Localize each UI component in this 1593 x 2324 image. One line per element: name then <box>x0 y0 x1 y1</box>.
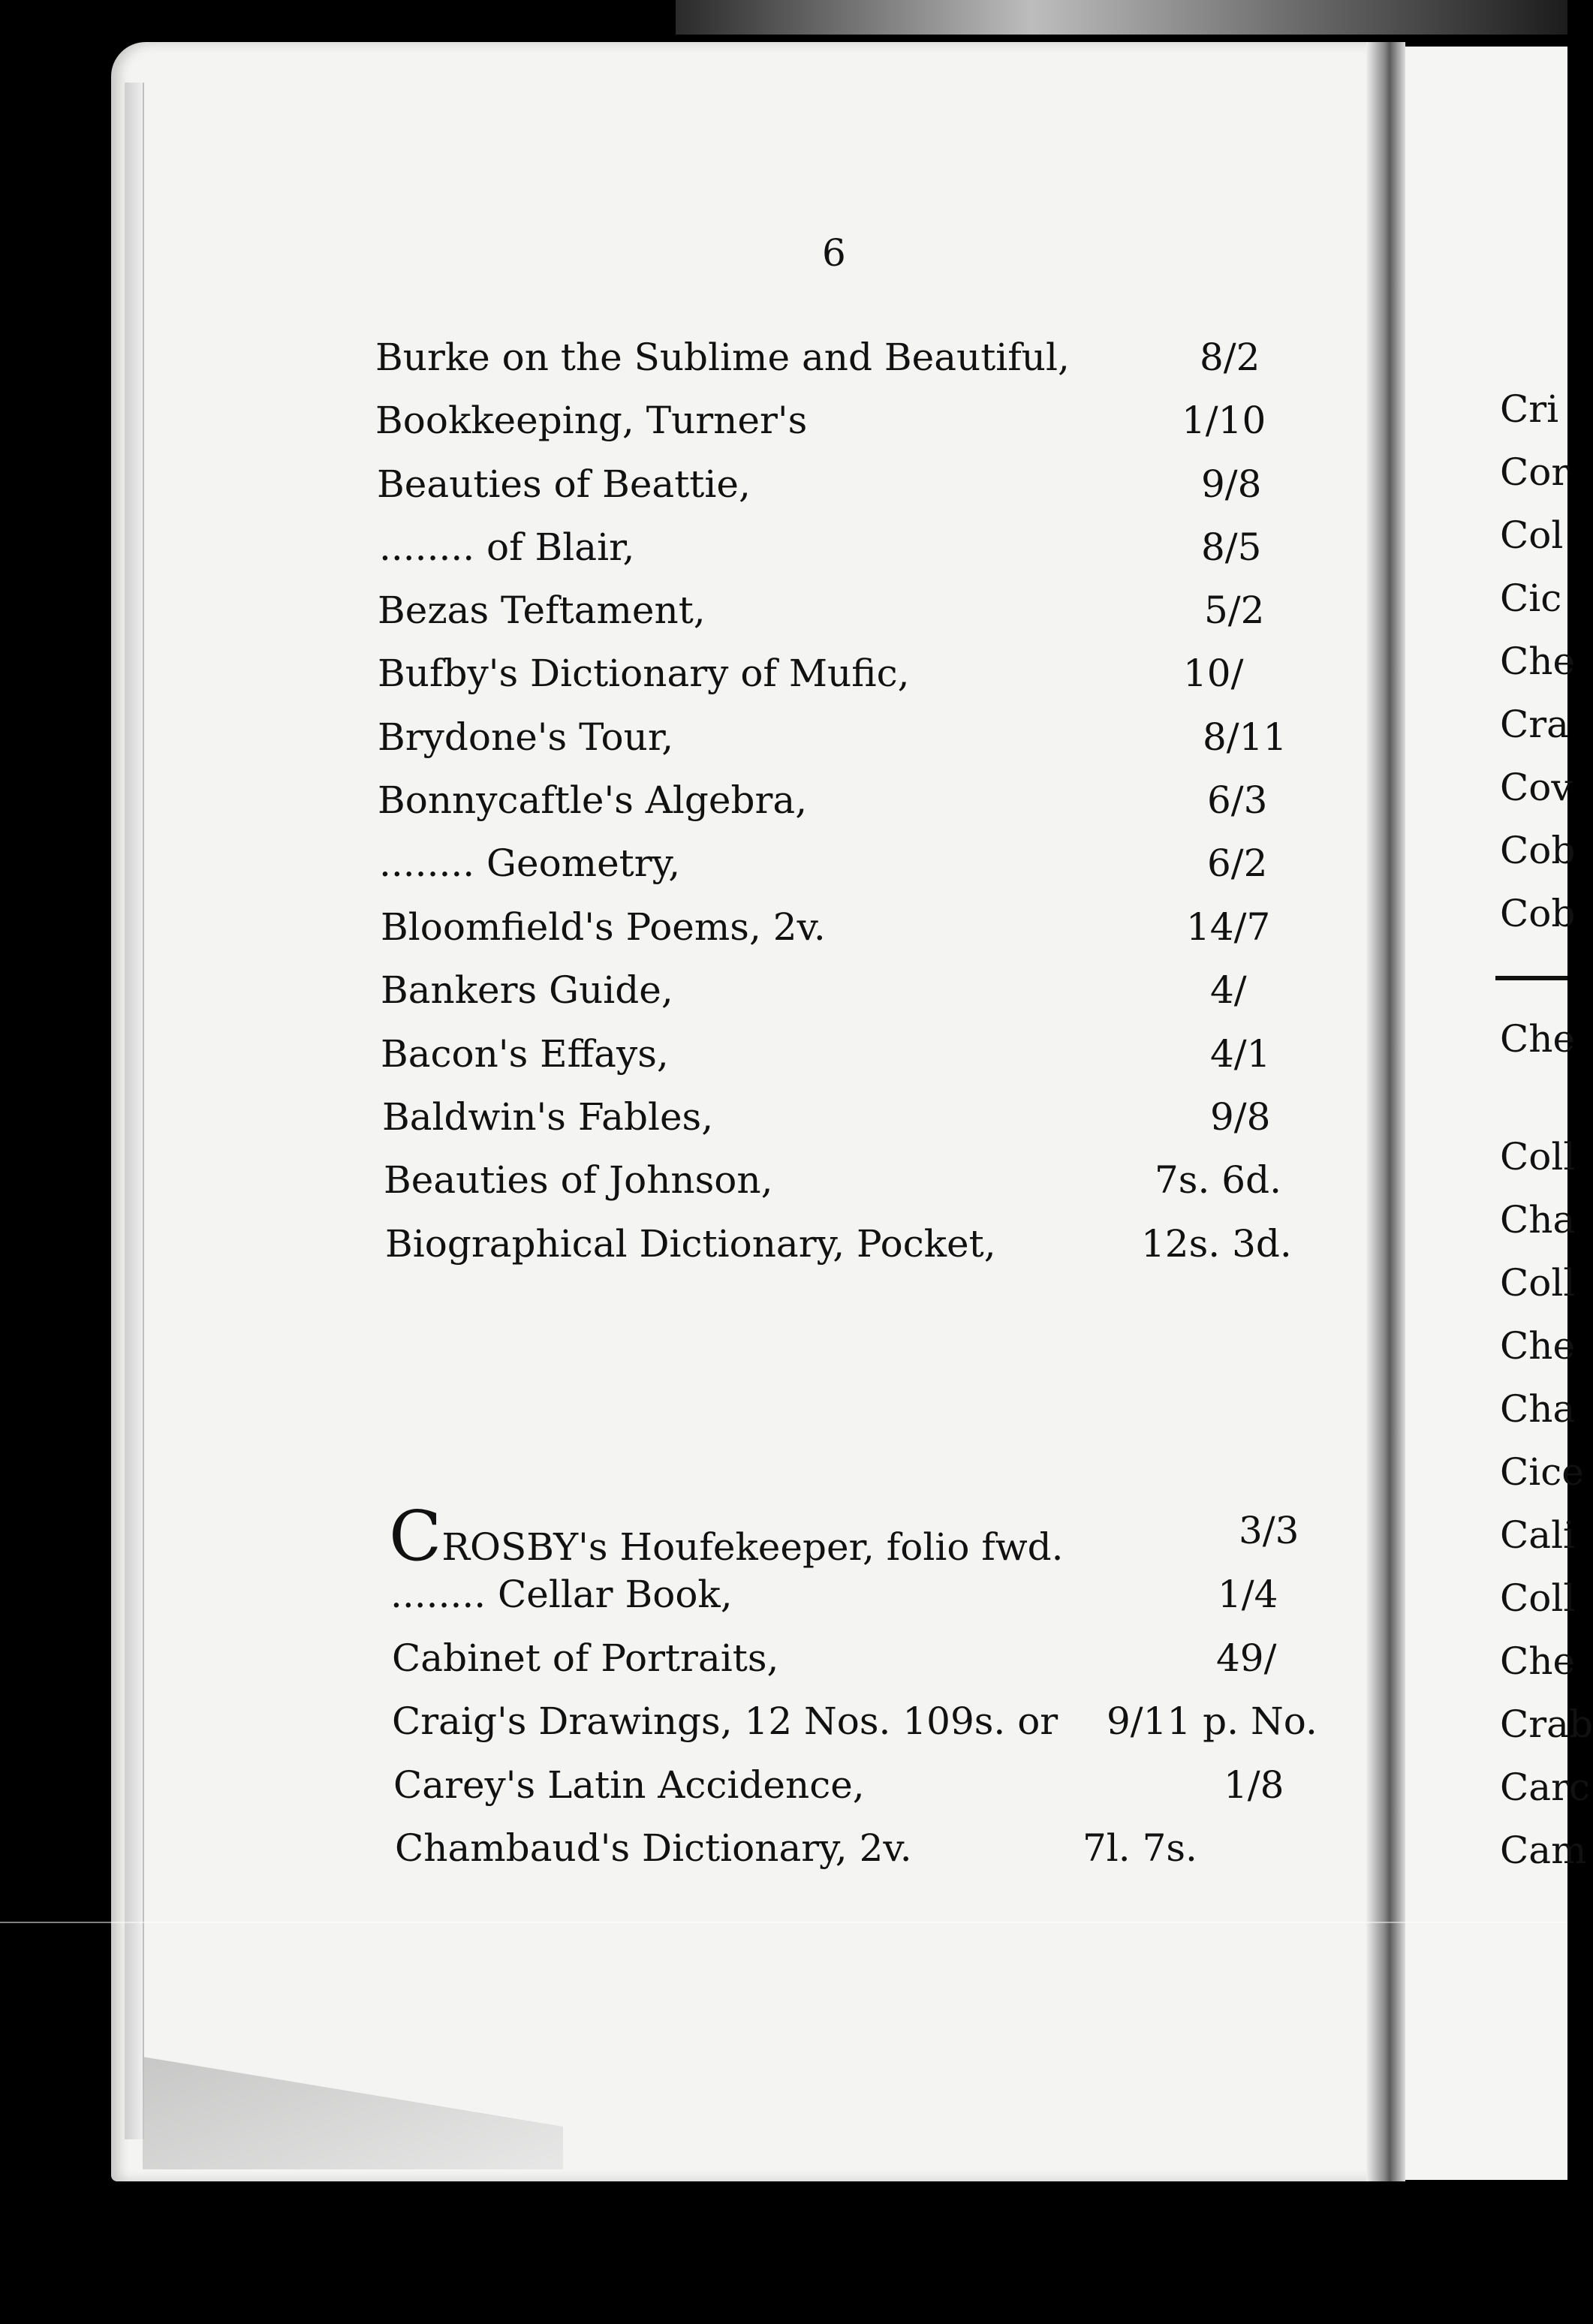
catalogue-entry <box>0 1032 1567 1085</box>
entry-price: 8/5 <box>1201 525 1262 569</box>
entry-price: 8/11 <box>1203 715 1287 759</box>
entry-title: Bezas Teftament, <box>378 589 706 632</box>
entry-price: 1/8 <box>1224 1763 1284 1807</box>
right-page-fragment: Che <box>1500 640 1576 683</box>
catalogue-entry <box>0 1222 1567 1275</box>
right-page-fragment: Che <box>1500 1017 1576 1061</box>
catalogue-entry <box>0 1158 1567 1211</box>
entry-title: Cabinet of Portraits, <box>392 1636 779 1680</box>
right-page-fragment: Cob <box>1500 829 1576 872</box>
entry-title <box>389 1496 1064 1576</box>
right-page-fragment: Crab <box>1500 1702 1593 1746</box>
entry-price: 6/2 <box>1207 841 1268 885</box>
entry-title: Beauties of Johnson, <box>384 1158 773 1202</box>
entry-price: 9/11 p. No. <box>1107 1699 1317 1743</box>
entry-title: Bonnycaftle's Algebra, <box>378 778 808 822</box>
right-page-fragment: Cha <box>1500 1387 1576 1431</box>
entry-title: ........ Cellar Book, <box>390 1573 733 1616</box>
page-number: 6 <box>822 231 846 275</box>
right-page-fragment: Cor <box>1500 450 1570 494</box>
entry-price: 7s. 6d. <box>1155 1158 1281 1202</box>
entry-title: Carey's Latin Accidence, <box>393 1763 865 1807</box>
entry-price: 12s. 3d. <box>1141 1222 1292 1266</box>
entry-price: 49/ <box>1216 1636 1277 1680</box>
scan-line <box>0 1922 1567 1923</box>
entry-title: Brydone's Tour, <box>378 715 674 759</box>
entry-title: Bacon's Effays, <box>381 1032 669 1076</box>
entry-price: 14/7 <box>1186 905 1271 949</box>
right-page-fragment: Cam <box>1500 1829 1587 1872</box>
entry-title: Burke on the Sublime and Beautiful, <box>375 336 1070 379</box>
entry-title: ........ of Blair, <box>379 525 635 569</box>
catalogue-entry <box>0 525 1567 578</box>
catalogue-entry <box>0 1636 1567 1689</box>
right-page-fragment: Cob <box>1500 892 1576 935</box>
entry-price: 1/10 <box>1182 399 1266 442</box>
right-page-fragment: Cha <box>1500 1198 1576 1242</box>
entry-price: 6/3 <box>1207 778 1268 822</box>
catalogue-entry <box>0 1496 1567 1576</box>
catalogue-entry <box>0 399 1567 451</box>
right-page-fragment: Cri <box>1500 387 1559 431</box>
catalogue-entry <box>0 462 1567 515</box>
right-page-fragment: Che <box>1500 1324 1576 1368</box>
right-page-fragment: Col <box>1500 513 1564 557</box>
entry-title: Beauties of Beattie, <box>377 462 751 506</box>
right-page-fragment: Cic <box>1500 576 1562 620</box>
catalogue-entry <box>0 968 1567 1021</box>
entry-title: Bloomfield's Poems, 2v. <box>381 905 826 949</box>
entry-price: 5/2 <box>1204 589 1265 632</box>
right-page-fragment: Coll <box>1500 1135 1576 1179</box>
catalogue-entry <box>0 778 1567 831</box>
catalogue-entry <box>0 1095 1567 1148</box>
entry-price: 9/8 <box>1201 462 1262 506</box>
catalogue-entry <box>0 841 1567 894</box>
entry-price: 4/1 <box>1210 1032 1271 1076</box>
entry-title: Baldwin's Fables, <box>382 1095 714 1139</box>
right-page-fragment: Cali <box>1500 1513 1576 1557</box>
catalogue-entry <box>0 1699 1567 1752</box>
entry-title: Biographical Dictionary, Pocket, <box>385 1222 996 1266</box>
entry-title: Bookkeeping, Turner's <box>375 399 808 442</box>
entry-title: Chambaud's Dictionary, 2v. <box>395 1826 912 1870</box>
right-page-fragment: Cra <box>1500 703 1569 746</box>
drop-capital: C <box>389 1496 442 1576</box>
entry-title: Bufby's Dictionary of Mufic, <box>378 652 910 695</box>
entry-title: ........ Geometry, <box>379 841 681 885</box>
catalogue-entry <box>0 336 1567 388</box>
entry-title-rest: ROSBY's Houfekeeper, folio fwd. <box>441 1525 1064 1569</box>
entry-price: 3/3 <box>1239 1509 1299 1552</box>
right-page-fragment: Carc <box>1500 1766 1590 1809</box>
catalogue-entry <box>0 589 1567 641</box>
entry-price: 4/ <box>1210 968 1247 1012</box>
catalogue-entry <box>0 652 1567 704</box>
catalogue-entry <box>0 1763 1567 1816</box>
catalogue-entry <box>0 905 1567 958</box>
right-page-fragment: Coll <box>1500 1576 1576 1620</box>
entry-title: Bankers Guide, <box>381 968 673 1012</box>
entry-price: 10/ <box>1183 652 1244 695</box>
catalogue-entry <box>0 1826 1567 1879</box>
right-page-fragment: Coll <box>1500 1261 1576 1305</box>
right-page-fragment: Cice <box>1500 1450 1584 1494</box>
entry-price: 8/2 <box>1200 336 1260 379</box>
book-top-edge <box>676 0 1567 35</box>
entry-price: 1/4 <box>1218 1573 1278 1616</box>
entry-price: 9/8 <box>1210 1095 1271 1139</box>
catalogue-entry <box>0 1573 1567 1625</box>
entry-price: 7l. 7s. <box>1083 1826 1197 1870</box>
catalogue-entry <box>0 715 1567 768</box>
right-page-fragment: Cov <box>1500 766 1573 809</box>
right-page-fragment: Che <box>1500 1639 1576 1683</box>
entry-title: Craig's Drawings, 12 Nos. 109s. or <box>392 1699 1058 1743</box>
right-page-rule <box>1495 976 1567 980</box>
